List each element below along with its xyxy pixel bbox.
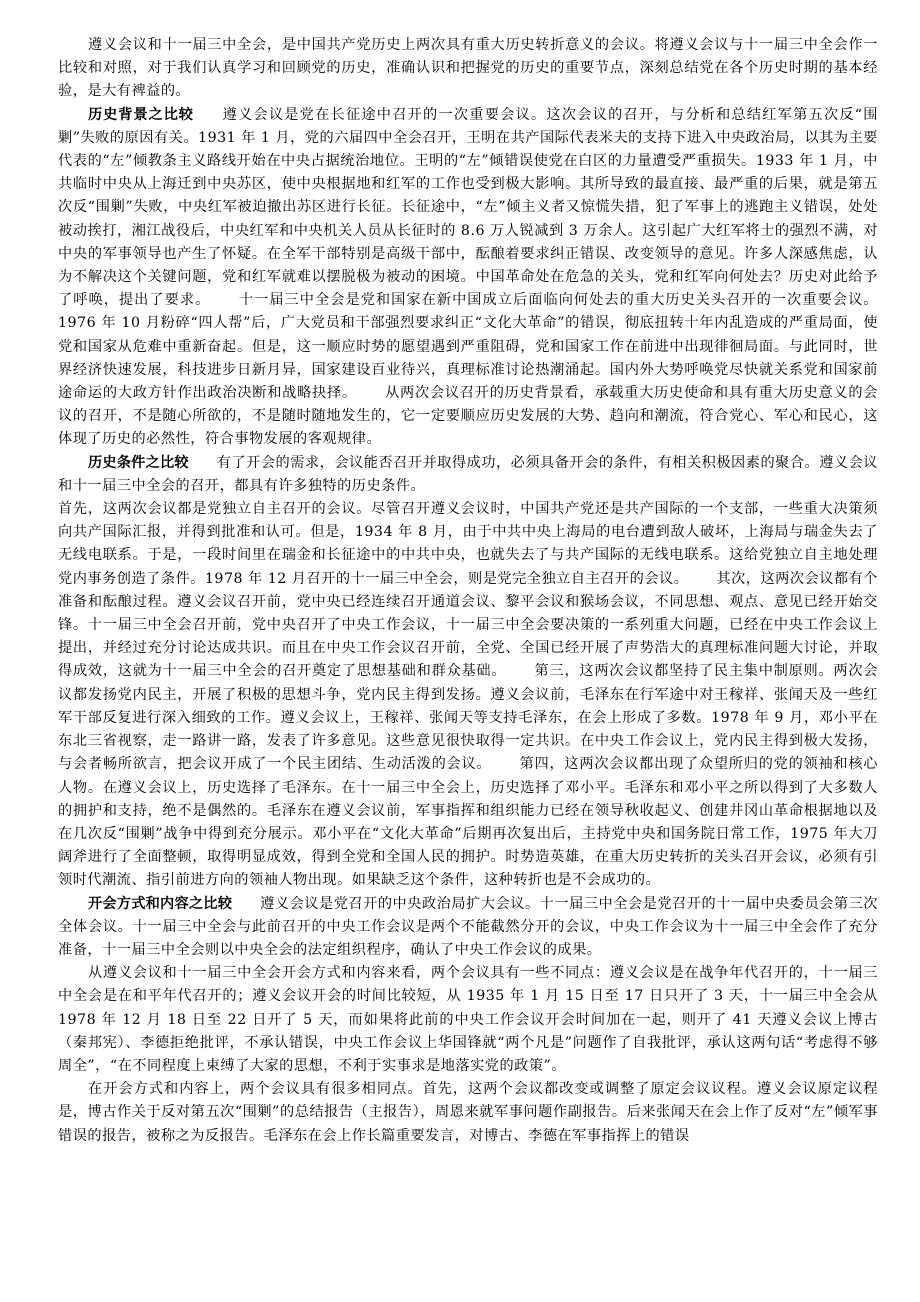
section-conditions-body	[58, 498, 878, 892]
intro-paragraph	[58, 34, 878, 104]
section-background-paragraph	[58, 104, 878, 452]
section-conditions-p2: 首先，这两次会议都是党独立自主召开的会议。尽管召开遵义会议时，中国共产党还是共产国际的一个支部，一些重大决策须向共产国际汇报，并得到批准和认可。但是，1934 年 8 月，由于中共中央上海局的电台遭到敌人破坏，上海局与瑞金失去了无线电联系。于是，一段时间里在瑞金和长征途中的中共中央，也就失去了与共产国际的无线电联系。这给党独立自主地处理党内事务创造了条件。1978 年 12 月召开的十一届三中全会，则是党完全独立自主召开的会议。	[58, 501, 878, 587]
section-conditions-paragraph	[58, 452, 878, 498]
section-heading-format: 开会方式和内容之比较	[88, 895, 233, 912]
section-format-p2-paragraph	[58, 962, 878, 1078]
section-background-p2: 十一届三中全会是党和国家在新中国成立后面临向何处去的重大历史关头召开的一次重要会议。1976 年 10 月粉碎“四人帮”后，广大党员和干部强烈要求纠正“文化大革命”的错误，彻底扭转十年内乱造成的严重局面，使党和国家从危难中重新奋起。但是，这一顺应时势的愿望遇到严重阻碍，党和国家工作在前进中出现徘徊局面。与此同时，世界经济快速发展，科技进步日新月异，国家建设百业待兴，真理标准讨论热潮涌起。国内外大势呼唤党尽快就关系党和国家前途命运的大政方针作出政治决断和战略抉择。	[58, 292, 878, 402]
section-conditions-p3: 其次，这两次会议都有个准备和酝酿过程。遵义会议召开前，党中央已经连续召开通道会议、黎平会议和猴场会议，不同思想、观点、意见已经开始交锋。十一届三中全会召开前，党中央召开了中央工作会议，十一届三中全会要决策的一系列重大问题，已经在中央工作会议上提出，并经过充分讨论达成共识。而且在中央工作会议召开前，全党、全国已经开展了声势浩大的真理标准问题大讨论，并取得成效，这就为十一届三中全会的召开奠定了思想基础和群众基础。	[58, 570, 878, 680]
section-background-p3: 从两次会议召开的历史背景看，承载重大历史使命和具有重大历史意义的会议的召开，不是随心所欲的，不是随时随地发生的，它一定要顺应历史发展的大势、趋向和潮流，符合党心、军心和民心，这体现了历史的必然性，符合事物发展的客观规律。	[58, 385, 878, 448]
section-conditions-lead: 有了开会的需求，会议能否召开并取得成功，必须具备开会的条件，有相关积极因素的聚合。遵义会议和十一届三中全会的召开，都具有许多独特的历史条件。	[58, 454, 878, 494]
section-format-lead: 遵义会议是党召开的中央政治局扩大会议。十一届三中全会是党召开的十一届中央委员会第三次全体会议。十一届三中全会与此前召开的中央工作会议是两个不能截然分开的会议，中央工作会议为十一届三中全会作了充分准备，十一届三中全会则以中央全会的法定组织程序，确认了中央工作会议的成果。	[58, 895, 878, 958]
section-format-p3-paragraph	[58, 1078, 878, 1148]
section-conditions-p5: 第四，这两次会议都出现了众望所归的党的领袖和核心人物。在遵义会议上，历史选择了毛泽东。在十一届三中全会上，历史选择了邓小平。毛泽东和邓小平之所以得到了大多数人的拥护和支持，绝不是偶然的。毛泽东在遵义会议前，军事指挥和组织能力已经在领导秋收起义、创建井冈山革命根据地以及在几次反“围剿”战争中得到充分展示。邓小平在“文化大革命”后期再次复出后，主持党中央和国务院日常工作，1975 年大刀阔斧进行了全面整顿，取得明显成效，得到全党和全国人民的拥护。时势造英雄，在重大历史转折的关头召开会议，必须有引领时代潮流、指引前进方向的领袖人物出现。如果缺乏这个条件，这种转折也是不会成功的。	[58, 756, 878, 889]
document-body	[58, 34, 878, 1148]
intro-text: 遵义会议和十一届三中全会，是中国共产党历史上两次具有重大历史转折意义的会议。将遵义会议与十一届三中全会作一比较和对照，对于我们认真学习和回顾党的历史，准确认识和把握党的历史的重要节点，深刻总结党在各个历史时期的基本经验，是大有裨益的。	[58, 37, 878, 100]
section-heading-conditions: 历史条件之比较	[88, 454, 189, 471]
section-format-p2: 从遵义会议和十一届三中全会开会方式和内容来看，两个会议具有一些不同点：遵义会议是在战争年代召开的，十一届三中全会是在和平年代召开的；遵义会议开会的时间比较短，从 1935 年 1 月 15 日至 17 日只开了 3 天，十一届三中全会从 1978 年 12 月 18 日至 22 日开了 5 天，而如果将此前的中央工作会议开会时间加在一起，则开了 41 天遵义会议上博古（秦邦宪）、李德拒绝批评，不承认错误，中央工作会议上华国锋就“两个凡是”问题作了自我批评，承认这两句话“考虑得不够周全”，“在不同程度上束缚了大家的思想，不利于实事求是地落实党的政策”。	[58, 965, 878, 1074]
section-format-p3: 在开会方式和内容上，两个会议具有很多相同点。首先，这两个会议都改变或调整了原定会议议程。遵义会议原定议程是，博古作关于反对第五次“围剿”的总结报告（主报告），周恩来就军事问题作副报告。后来张闻天在会上作了反对“左”倾军事错误的报告，被称之为反报告。毛泽东在会上作长篇重要发言，对博古、李德在军事指挥上的错误	[58, 1081, 878, 1144]
section-format-paragraph	[58, 893, 878, 963]
section-heading-background: 历史背景之比较	[88, 106, 194, 123]
section-conditions-p4: 第三，这两次会议都坚持了民主集中制原则。两次会议都发扬党内民主，开展了积极的思想斗争，党内民主得到发扬。遵义会议前，毛泽东在行军途中对王稼祥、张闻天及一些红军干部反复进行深入细致的工作。遵义会议上，王稼祥、张闻天等支持毛泽东，在会上形成了多数。1978 年 9 月，邓小平在东北三省视察，走一路讲一路，发表了许多意见。这些意见很快取得一定共识。在中央工作会议上，党内民主得到极大发扬，与会者畅所欲言，把会议开成了一个民主团结、生动活泼的会议。	[58, 663, 878, 773]
section-background-lead: 遵义会议是党在长征途中召开的一次重要会议。这次会议的召开，与分析和总结红军第五次反“围剿”失败的原因有关。1931 年 1 月，党的六届四中全会召开，王明在共产国际代表米夫的支持下进入中央政治局，以其为主要代表的“左”倾教条主义路线开始在中央占据统治地位。王明的“左”倾错误使党在白区的力量遭受严重损失。1933 年 1 月，中共临时中央从上海迁到中央苏区，使中央根据地和红军的工作也受到极大影响。其所导致的最直接、最严重的后果，就是第五次反“围剿”失败，中央红军被迫撤出苏区进行长征。长征途中，“左”倾主义者又惊慌失措，犯了军事上的逃跑主义错误，处处被动挨打，湘江战役后，中央红军和中央机关人员从长征时的 8.6 万人锐减到 3 万余人。这引起广大红军将士的强烈不满，对中央的军事领导也产生了怀疑。在全军干部特别是高级干部中，酝酿着要求纠正错误、改变领导的意见。许多人深感焦虑，认为不解决这个关键问题，党和红军就难以摆脱极为被动的困境。中国革命处在危急的关头，党和红军向何处去？历史对此给予了呼唤，提出了要求。	[58, 106, 878, 309]
